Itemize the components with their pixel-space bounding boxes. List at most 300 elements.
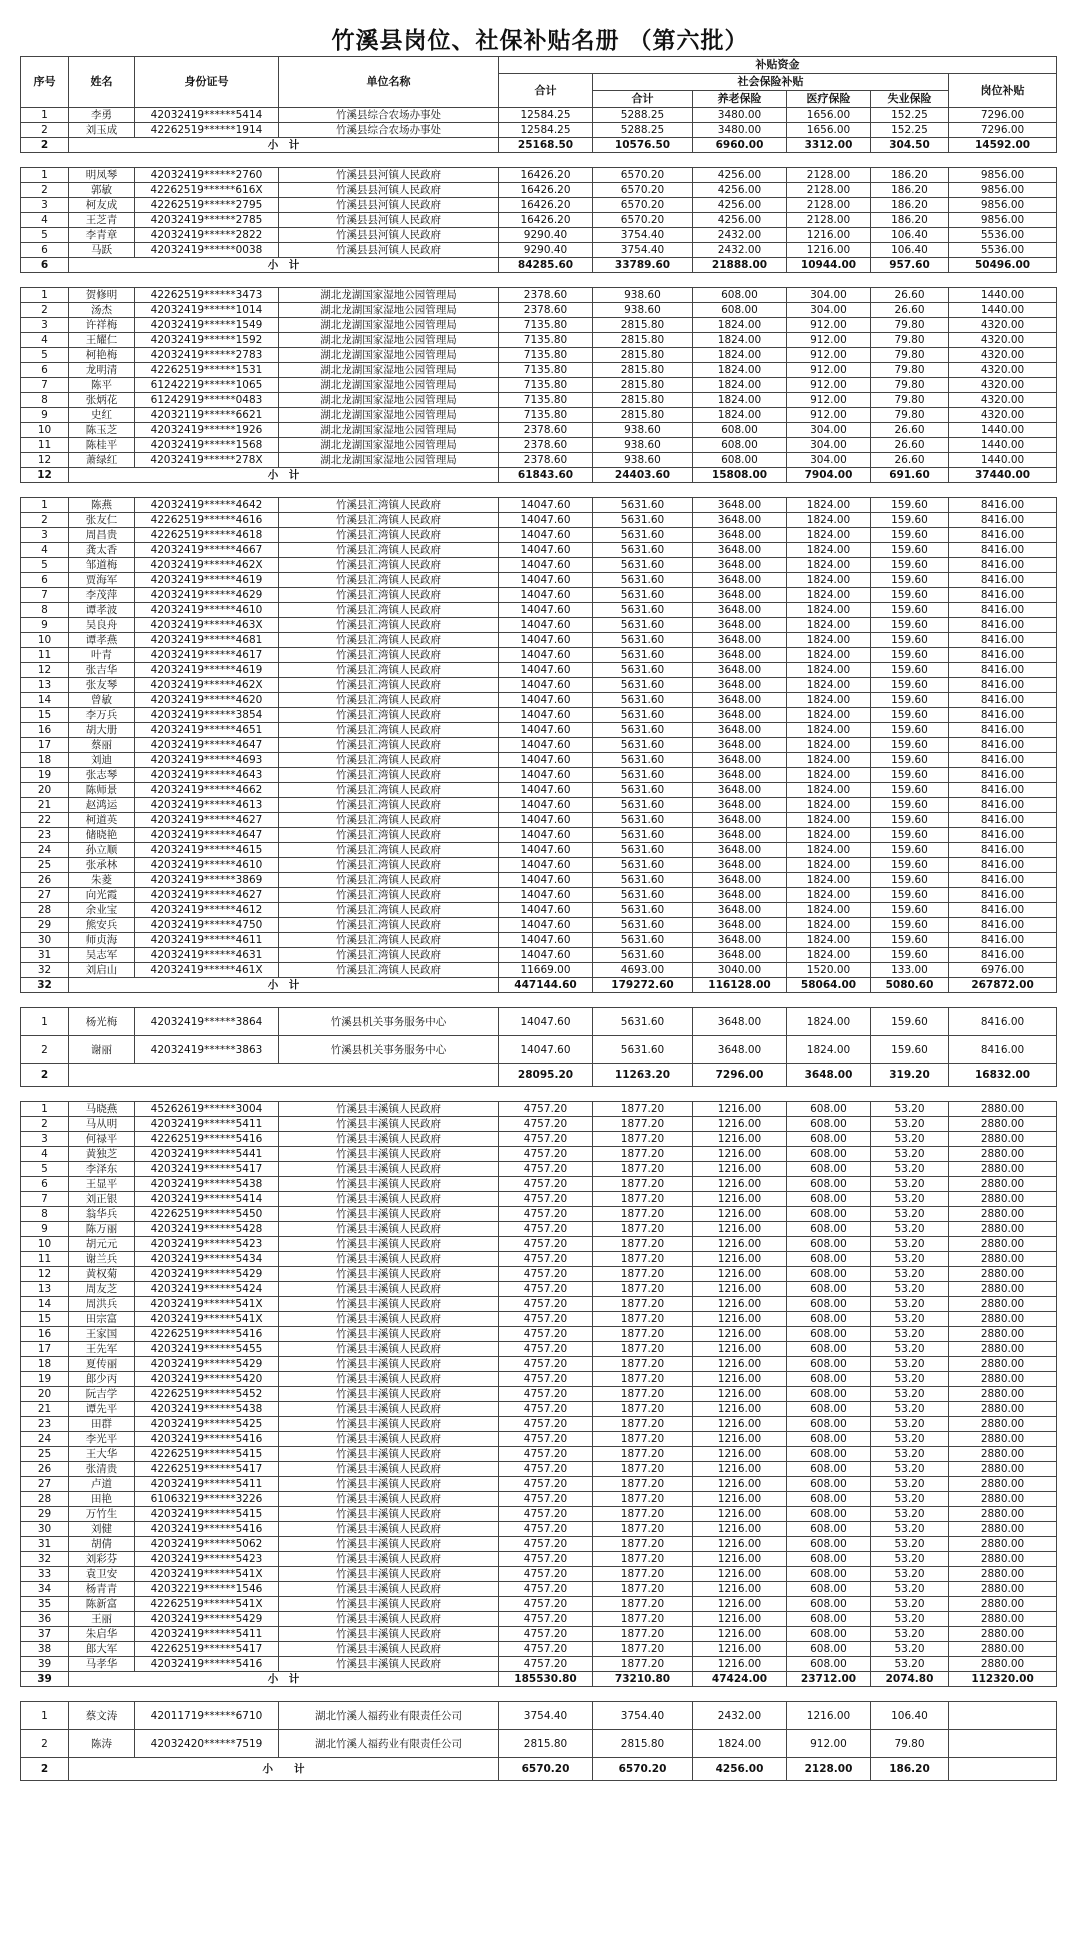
cell-social-total: 5631.60 bbox=[593, 618, 693, 633]
cell-medical: 304.00 bbox=[787, 453, 871, 468]
cell-id: 42032419******5062 bbox=[135, 1537, 279, 1552]
cell-social-total: 1877.20 bbox=[593, 1462, 693, 1477]
cell-medical: 1824.00 bbox=[787, 888, 871, 903]
cell-post: 2880.00 bbox=[949, 1207, 1057, 1222]
table-row bbox=[21, 1627, 1057, 1642]
cell-total: 14047.60 bbox=[499, 858, 593, 873]
cell-total: 14047.60 bbox=[499, 1036, 593, 1064]
cell-unemploy: 159.60 bbox=[871, 828, 949, 843]
cell-id: 42032419******5441 bbox=[135, 1147, 279, 1162]
cell-unemploy: 159.60 bbox=[871, 678, 949, 693]
cell-social-total: 5631.60 bbox=[593, 543, 693, 558]
cell-social-total: 1877.20 bbox=[593, 1252, 693, 1267]
cell-seq: 2 bbox=[21, 123, 69, 138]
cell-name: 刘启山 bbox=[69, 963, 135, 978]
cell-seq: 25 bbox=[21, 1447, 69, 1462]
cell-total: 7135.80 bbox=[499, 408, 593, 423]
cell-unemploy: 159.60 bbox=[871, 933, 949, 948]
cell-unemploy: 106.40 bbox=[871, 228, 949, 243]
cell-name: 刘健 bbox=[69, 1522, 135, 1537]
table-row bbox=[21, 873, 1057, 888]
cell-seq: 4 bbox=[21, 1147, 69, 1162]
subtotal-pension: 47424.00 bbox=[693, 1672, 787, 1687]
cell-unit: 竹溪县丰溪镇人民政府 bbox=[279, 1372, 499, 1387]
cell-name: 夏传丽 bbox=[69, 1357, 135, 1372]
cell-name: 胡元元 bbox=[69, 1237, 135, 1252]
table-row bbox=[21, 1522, 1057, 1537]
cell-medical: 608.00 bbox=[787, 1447, 871, 1462]
subtotal-pension: 4256.00 bbox=[693, 1758, 787, 1781]
cell-social-total: 5631.60 bbox=[593, 693, 693, 708]
cell-name: 余业宝 bbox=[69, 903, 135, 918]
cell-social-total: 5631.60 bbox=[593, 1036, 693, 1064]
cell-pension: 3648.00 bbox=[693, 708, 787, 723]
cell-unemploy: 53.20 bbox=[871, 1612, 949, 1627]
cell-id: 42262519******5415 bbox=[135, 1447, 279, 1462]
cell-unit: 湖北龙湖国家湿地公园管理局 bbox=[279, 378, 499, 393]
cell-medical: 1824.00 bbox=[787, 693, 871, 708]
cell-id: 42032419******4619 bbox=[135, 573, 279, 588]
cell-unit: 竹溪县丰溪镇人民政府 bbox=[279, 1237, 499, 1252]
cell-id: 42032419******4627 bbox=[135, 888, 279, 903]
cell-post: 1440.00 bbox=[949, 453, 1057, 468]
table-row bbox=[21, 108, 1057, 123]
cell-post: 2880.00 bbox=[949, 1147, 1057, 1162]
cell-total: 14047.60 bbox=[499, 918, 593, 933]
table-row bbox=[21, 318, 1057, 333]
table-row bbox=[21, 438, 1057, 453]
cell-unemploy: 53.20 bbox=[871, 1282, 949, 1297]
cell-medical: 608.00 bbox=[787, 1267, 871, 1282]
cell-post: 2880.00 bbox=[949, 1282, 1057, 1297]
cell-unemploy: 79.80 bbox=[871, 408, 949, 423]
cell-seq: 4 bbox=[21, 333, 69, 348]
cell-unemploy: 106.40 bbox=[871, 1702, 949, 1730]
cell-post: 9856.00 bbox=[949, 213, 1057, 228]
cell-total: 4757.20 bbox=[499, 1642, 593, 1657]
cell-unemploy: 53.20 bbox=[871, 1657, 949, 1672]
cell-unit: 竹溪县丰溪镇人民政府 bbox=[279, 1132, 499, 1147]
cell-unemploy: 53.20 bbox=[871, 1372, 949, 1387]
cell-id: 42032419******1014 bbox=[135, 303, 279, 318]
cell-pension: 1216.00 bbox=[693, 1102, 787, 1117]
cell-post bbox=[949, 1730, 1057, 1758]
cell-social-total: 5631.60 bbox=[593, 828, 693, 843]
cell-unemploy: 133.00 bbox=[871, 963, 949, 978]
cell-post: 2880.00 bbox=[949, 1297, 1057, 1312]
cell-post: 4320.00 bbox=[949, 363, 1057, 378]
cell-seq: 6 bbox=[21, 1177, 69, 1192]
cell-pension: 1824.00 bbox=[693, 318, 787, 333]
cell-total: 14047.60 bbox=[499, 663, 593, 678]
cell-seq: 1 bbox=[21, 168, 69, 183]
cell-post: 8416.00 bbox=[949, 843, 1057, 858]
cell-id: 42032419******2822 bbox=[135, 228, 279, 243]
cell-unit: 竹溪县综合农场办事处 bbox=[279, 108, 499, 123]
cell-pension: 3648.00 bbox=[693, 498, 787, 513]
cell-unemploy: 159.60 bbox=[871, 543, 949, 558]
cell-post: 2880.00 bbox=[949, 1627, 1057, 1642]
cell-seq: 27 bbox=[21, 888, 69, 903]
cell-id: 42032419******2785 bbox=[135, 213, 279, 228]
cell-seq: 18 bbox=[21, 1357, 69, 1372]
cell-total: 2378.60 bbox=[499, 438, 593, 453]
cell-social-total: 1877.20 bbox=[593, 1237, 693, 1252]
cell-name: 李万兵 bbox=[69, 708, 135, 723]
cell-seq: 7 bbox=[21, 1192, 69, 1207]
table-row bbox=[21, 1552, 1057, 1567]
cell-id: 42032419******4613 bbox=[135, 798, 279, 813]
cell-id: 42262519******5452 bbox=[135, 1387, 279, 1402]
cell-unit: 湖北竹溪人福药业有限责任公司 bbox=[279, 1730, 499, 1758]
cell-social-total: 1877.20 bbox=[593, 1102, 693, 1117]
subtotal-social-total: 11263.20 bbox=[593, 1064, 693, 1087]
cell-unit: 竹溪县县河镇人民政府 bbox=[279, 213, 499, 228]
cell-seq: 16 bbox=[21, 723, 69, 738]
cell-pension: 1216.00 bbox=[693, 1522, 787, 1537]
cell-unit: 竹溪县丰溪镇人民政府 bbox=[279, 1207, 499, 1222]
cell-id: 42032419******5414 bbox=[135, 108, 279, 123]
cell-total: 4757.20 bbox=[499, 1357, 593, 1372]
cell-post: 8416.00 bbox=[949, 648, 1057, 663]
cell-unemploy: 53.20 bbox=[871, 1582, 949, 1597]
header-row-1 bbox=[21, 57, 1057, 74]
cell-id: 42032420******7519 bbox=[135, 1730, 279, 1758]
cell-id: 42032419******278X bbox=[135, 453, 279, 468]
cell-total: 4757.20 bbox=[499, 1252, 593, 1267]
cell-total: 16426.20 bbox=[499, 183, 593, 198]
cell-name: 陈平 bbox=[69, 378, 135, 393]
cell-seq: 13 bbox=[21, 1282, 69, 1297]
cell-id: 42032419******5416 bbox=[135, 1522, 279, 1537]
cell-pension: 3648.00 bbox=[693, 558, 787, 573]
cell-social-total: 1877.20 bbox=[593, 1522, 693, 1537]
cell-pension: 3648.00 bbox=[693, 738, 787, 753]
cell-total: 2815.80 bbox=[499, 1730, 593, 1758]
cell-unit: 竹溪县汇湾镇人民政府 bbox=[279, 948, 499, 963]
subtotal-pension: 6960.00 bbox=[693, 138, 787, 153]
cell-total: 11669.00 bbox=[499, 963, 593, 978]
cell-unit: 竹溪县汇湾镇人民政府 bbox=[279, 798, 499, 813]
cell-id: 42032119******6621 bbox=[135, 408, 279, 423]
cell-post: 8416.00 bbox=[949, 738, 1057, 753]
cell-post: 2880.00 bbox=[949, 1432, 1057, 1447]
cell-unit: 湖北龙湖国家湿地公园管理局 bbox=[279, 363, 499, 378]
subtotal-total: 6570.20 bbox=[499, 1758, 593, 1781]
cell-total: 14047.60 bbox=[499, 873, 593, 888]
cell-unemploy: 159.60 bbox=[871, 693, 949, 708]
header-social: 社会保险补贴 bbox=[593, 74, 949, 91]
cell-post: 8416.00 bbox=[949, 573, 1057, 588]
cell-id: 42032419******5455 bbox=[135, 1342, 279, 1357]
cell-name: 李泽东 bbox=[69, 1162, 135, 1177]
cell-post: 8416.00 bbox=[949, 783, 1057, 798]
cell-seq: 2 bbox=[21, 303, 69, 318]
cell-id: 61242919******0483 bbox=[135, 393, 279, 408]
cell-total: 4757.20 bbox=[499, 1447, 593, 1462]
cell-seq: 14 bbox=[21, 693, 69, 708]
table-row bbox=[21, 843, 1057, 858]
table-row bbox=[21, 1597, 1057, 1612]
cell-name: 明凤琴 bbox=[69, 168, 135, 183]
group-spacer bbox=[21, 993, 1057, 1008]
table-row bbox=[21, 363, 1057, 378]
cell-pension: 3648.00 bbox=[693, 1008, 787, 1036]
cell-total: 4757.20 bbox=[499, 1207, 593, 1222]
cell-social-total: 2815.80 bbox=[593, 333, 693, 348]
cell-social-total: 1877.20 bbox=[593, 1432, 693, 1447]
cell-total: 4757.20 bbox=[499, 1477, 593, 1492]
table-row bbox=[21, 498, 1057, 513]
cell-post: 2880.00 bbox=[949, 1192, 1057, 1207]
cell-pension: 2432.00 bbox=[693, 228, 787, 243]
cell-medical: 1824.00 bbox=[787, 873, 871, 888]
cell-medical: 2128.00 bbox=[787, 213, 871, 228]
cell-medical: 1656.00 bbox=[787, 123, 871, 138]
cell-id: 42032419******4617 bbox=[135, 648, 279, 663]
cell-pension: 1824.00 bbox=[693, 1730, 787, 1758]
table-row bbox=[21, 1147, 1057, 1162]
cell-post: 8416.00 bbox=[949, 633, 1057, 648]
cell-medical: 1824.00 bbox=[787, 558, 871, 573]
cell-social-total: 938.60 bbox=[593, 288, 693, 303]
cell-unit: 竹溪县丰溪镇人民政府 bbox=[279, 1612, 499, 1627]
cell-medical: 1824.00 bbox=[787, 1008, 871, 1036]
cell-pension: 1216.00 bbox=[693, 1612, 787, 1627]
cell-id: 42032419******0038 bbox=[135, 243, 279, 258]
cell-pension: 3648.00 bbox=[693, 948, 787, 963]
subtotal-label: 小 计 bbox=[69, 258, 499, 273]
cell-unemploy: 26.60 bbox=[871, 423, 949, 438]
cell-total: 14047.60 bbox=[499, 498, 593, 513]
cell-social-total: 1877.20 bbox=[593, 1222, 693, 1237]
cell-total: 4757.20 bbox=[499, 1237, 593, 1252]
cell-unit: 竹溪县县河镇人民政府 bbox=[279, 243, 499, 258]
cell-medical: 2128.00 bbox=[787, 168, 871, 183]
cell-id: 42032419******5415 bbox=[135, 1507, 279, 1522]
cell-medical: 608.00 bbox=[787, 1597, 871, 1612]
cell-total: 14047.60 bbox=[499, 618, 593, 633]
table-row bbox=[21, 768, 1057, 783]
cell-name: 师贞海 bbox=[69, 933, 135, 948]
cell-post: 1440.00 bbox=[949, 423, 1057, 438]
cell-pension: 1824.00 bbox=[693, 408, 787, 423]
cell-id: 42032419******461X bbox=[135, 963, 279, 978]
cell-unemploy: 159.60 bbox=[871, 633, 949, 648]
cell-post: 2880.00 bbox=[949, 1477, 1057, 1492]
cell-pension: 608.00 bbox=[693, 288, 787, 303]
cell-post: 5536.00 bbox=[949, 228, 1057, 243]
cell-seq: 8 bbox=[21, 1207, 69, 1222]
cell-pension: 608.00 bbox=[693, 423, 787, 438]
cell-id: 42262519******5417 bbox=[135, 1642, 279, 1657]
cell-seq: 12 bbox=[21, 1267, 69, 1282]
cell-total: 14047.60 bbox=[499, 588, 593, 603]
cell-seq: 1 bbox=[21, 1702, 69, 1730]
cell-unemploy: 53.20 bbox=[871, 1237, 949, 1252]
cell-total: 4757.20 bbox=[499, 1552, 593, 1567]
cell-unit: 竹溪县汇湾镇人民政府 bbox=[279, 573, 499, 588]
cell-seq: 9 bbox=[21, 408, 69, 423]
cell-total: 14047.60 bbox=[499, 528, 593, 543]
table-row bbox=[21, 963, 1057, 978]
cell-unemploy: 53.20 bbox=[871, 1342, 949, 1357]
table-row bbox=[21, 798, 1057, 813]
cell-seq: 26 bbox=[21, 1462, 69, 1477]
cell-name: 朱菱 bbox=[69, 873, 135, 888]
cell-social-total: 5631.60 bbox=[593, 798, 693, 813]
cell-name: 王先军 bbox=[69, 1342, 135, 1357]
cell-unemploy: 53.20 bbox=[871, 1267, 949, 1282]
cell-social-total: 1877.20 bbox=[593, 1312, 693, 1327]
cell-medical: 608.00 bbox=[787, 1192, 871, 1207]
table-row bbox=[21, 1102, 1057, 1117]
cell-pension: 4256.00 bbox=[693, 168, 787, 183]
subtotal-count: 2 bbox=[21, 1758, 69, 1781]
cell-id: 42032419******4619 bbox=[135, 663, 279, 678]
cell-unit: 竹溪县丰溪镇人民政府 bbox=[279, 1387, 499, 1402]
cell-name: 刘迪 bbox=[69, 753, 135, 768]
cell-pension: 4256.00 bbox=[693, 198, 787, 213]
cell-post: 2880.00 bbox=[949, 1222, 1057, 1237]
cell-social-total: 5631.60 bbox=[593, 513, 693, 528]
cell-seq: 20 bbox=[21, 1387, 69, 1402]
cell-unit: 竹溪县丰溪镇人民政府 bbox=[279, 1657, 499, 1672]
cell-post: 2880.00 bbox=[949, 1567, 1057, 1582]
cell-unemploy: 79.80 bbox=[871, 393, 949, 408]
cell-pension: 1216.00 bbox=[693, 1327, 787, 1342]
table-row bbox=[21, 1567, 1057, 1582]
cell-id: 42032419******3864 bbox=[135, 1008, 279, 1036]
cell-name: 翁华兵 bbox=[69, 1207, 135, 1222]
cell-name: 张志琴 bbox=[69, 768, 135, 783]
header-medical: 医疗保险 bbox=[787, 91, 871, 108]
cell-total: 4757.20 bbox=[499, 1177, 593, 1192]
cell-name: 邹道梅 bbox=[69, 558, 135, 573]
cell-id: 42032419******541X bbox=[135, 1297, 279, 1312]
table-row bbox=[21, 183, 1057, 198]
group-spacer bbox=[21, 483, 1057, 498]
table-row bbox=[21, 1036, 1057, 1064]
cell-name: 马晓燕 bbox=[69, 1102, 135, 1117]
cell-unemploy: 53.20 bbox=[871, 1417, 949, 1432]
cell-post: 8416.00 bbox=[949, 858, 1057, 873]
cell-social-total: 5631.60 bbox=[593, 843, 693, 858]
spacer-cell bbox=[21, 1087, 1057, 1102]
cell-total: 4757.20 bbox=[499, 1162, 593, 1177]
cell-name: 贾海军 bbox=[69, 573, 135, 588]
table-row bbox=[21, 1207, 1057, 1222]
table-row bbox=[21, 888, 1057, 903]
cell-name: 柯艳梅 bbox=[69, 348, 135, 363]
cell-unemploy: 152.25 bbox=[871, 108, 949, 123]
table-row bbox=[21, 228, 1057, 243]
subtotal-medical: 3648.00 bbox=[787, 1064, 871, 1087]
cell-id: 42032419******5429 bbox=[135, 1267, 279, 1282]
cell-unit: 竹溪县汇湾镇人民政府 bbox=[279, 708, 499, 723]
cell-social-total: 5288.25 bbox=[593, 108, 693, 123]
cell-id: 42032419******4610 bbox=[135, 858, 279, 873]
cell-medical: 608.00 bbox=[787, 1222, 871, 1237]
cell-post: 4320.00 bbox=[949, 333, 1057, 348]
cell-unemploy: 79.80 bbox=[871, 378, 949, 393]
cell-post: 8416.00 bbox=[949, 513, 1057, 528]
cell-post: 2880.00 bbox=[949, 1162, 1057, 1177]
table-row bbox=[21, 1477, 1057, 1492]
subtotal-row bbox=[21, 978, 1057, 993]
table-row bbox=[21, 813, 1057, 828]
cell-seq: 23 bbox=[21, 828, 69, 843]
cell-total: 14047.60 bbox=[499, 678, 593, 693]
cell-unit: 竹溪县汇湾镇人民政府 bbox=[279, 633, 499, 648]
cell-medical: 1824.00 bbox=[787, 813, 871, 828]
cell-unit: 竹溪县汇湾镇人民政府 bbox=[279, 963, 499, 978]
cell-social-total: 5631.60 bbox=[593, 573, 693, 588]
cell-pension: 1216.00 bbox=[693, 1387, 787, 1402]
cell-id: 42032419******5417 bbox=[135, 1162, 279, 1177]
cell-medical: 1824.00 bbox=[787, 603, 871, 618]
table-row bbox=[21, 1387, 1057, 1402]
cell-social-total: 5631.60 bbox=[593, 738, 693, 753]
cell-post: 2880.00 bbox=[949, 1582, 1057, 1597]
cell-social-total: 1877.20 bbox=[593, 1162, 693, 1177]
cell-total: 4757.20 bbox=[499, 1387, 593, 1402]
cell-social-total: 5631.60 bbox=[593, 1008, 693, 1036]
cell-name: 李茂萍 bbox=[69, 588, 135, 603]
cell-pension: 3648.00 bbox=[693, 573, 787, 588]
cell-post: 2880.00 bbox=[949, 1552, 1057, 1567]
subtotal-medical: 7904.00 bbox=[787, 468, 871, 483]
cell-post: 8416.00 bbox=[949, 768, 1057, 783]
cell-post: 2880.00 bbox=[949, 1237, 1057, 1252]
table-row bbox=[21, 303, 1057, 318]
cell-pension: 1824.00 bbox=[693, 363, 787, 378]
cell-name: 龙明清 bbox=[69, 363, 135, 378]
cell-name: 何禄平 bbox=[69, 1132, 135, 1147]
cell-social-total: 5631.60 bbox=[593, 723, 693, 738]
cell-medical: 1824.00 bbox=[787, 513, 871, 528]
cell-social-total: 2815.80 bbox=[593, 1730, 693, 1758]
cell-name: 赵鸿运 bbox=[69, 798, 135, 813]
cell-unemploy: 53.20 bbox=[871, 1492, 949, 1507]
table-row bbox=[21, 333, 1057, 348]
cell-name: 刘玉成 bbox=[69, 123, 135, 138]
cell-total: 4757.20 bbox=[499, 1492, 593, 1507]
cell-id: 42032419******5420 bbox=[135, 1372, 279, 1387]
cell-id: 45262619******3004 bbox=[135, 1102, 279, 1117]
cell-total: 14047.60 bbox=[499, 558, 593, 573]
cell-medical: 608.00 bbox=[787, 1162, 871, 1177]
subtotal-post: 267872.00 bbox=[949, 978, 1057, 993]
cell-name: 谢兰兵 bbox=[69, 1252, 135, 1267]
cell-pension: 3648.00 bbox=[693, 528, 787, 543]
cell-name: 王耀仁 bbox=[69, 333, 135, 348]
cell-total: 9290.40 bbox=[499, 243, 593, 258]
cell-medical: 608.00 bbox=[787, 1282, 871, 1297]
cell-social-total: 1877.20 bbox=[593, 1357, 693, 1372]
cell-name: 朱启华 bbox=[69, 1627, 135, 1642]
cell-unit: 竹溪县汇湾镇人民政府 bbox=[279, 498, 499, 513]
cell-medical: 912.00 bbox=[787, 333, 871, 348]
cell-social-total: 1877.20 bbox=[593, 1327, 693, 1342]
cell-unit: 竹溪县汇湾镇人民政府 bbox=[279, 693, 499, 708]
cell-social-total: 5631.60 bbox=[593, 918, 693, 933]
subtotal-social-total: 10576.50 bbox=[593, 138, 693, 153]
cell-total: 14047.60 bbox=[499, 798, 593, 813]
cell-unemploy: 53.20 bbox=[871, 1147, 949, 1162]
cell-total: 14047.60 bbox=[499, 633, 593, 648]
cell-name: 汤杰 bbox=[69, 303, 135, 318]
